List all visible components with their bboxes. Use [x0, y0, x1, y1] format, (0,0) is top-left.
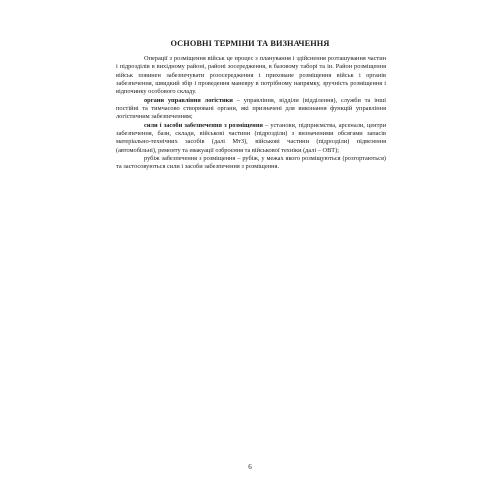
page-title: ОСНОВНІ ТЕРМІНИ ТА ВИЗНАЧЕННЯ [170, 39, 330, 48]
definition-text: – управління, відділи (відділення), служби та інші постійні та тимчасово створювані органи, які призначені для виконання функцій управління логістичним забезпеченням; [116, 96, 386, 121]
definition-paragraph [116, 122, 386, 155]
document-body [116, 55, 386, 172]
definition-text: рубіж забезпечення з розміщення – рубіж, у межах якого розміщуються (розгортаються) та застосовуються сили і засоби забезпечення з розміщення. [116, 155, 386, 171]
definition-term: сили і засоби забезпечення з розміщення [144, 121, 263, 129]
definition-paragraph [116, 97, 386, 122]
definition-text: – установи, підприємства, арсенали, центри забезпечення, бази, склади, військові частини (підрозділи) з визначеними обсягами запасів матеріально-технічних засобів (далі МтЗ), військові частини (підрозділи) підвезення (автомобільні), ремонту та евакуації озброєння та військової техніки (далі – ОВТ); [116, 121, 386, 154]
definition-term: органи управління логістики [144, 96, 233, 104]
definition-paragraph [116, 155, 386, 172]
page-number: 6 [248, 463, 252, 471]
intro-paragraph: Операції з розміщення військ це процес з планування і здійснення розташування частин і підрозділів в вихідному районі, районі зосередження, в базовому таборі та ін. Район розміщення військ повинен забезпечувати розосередження і приховане розміщення військ і органів забезпечення, швидкий збір і проведення маневру в потрібному напрямку, зручність розміщення і відпочинку особового складу. [116, 55, 386, 96]
